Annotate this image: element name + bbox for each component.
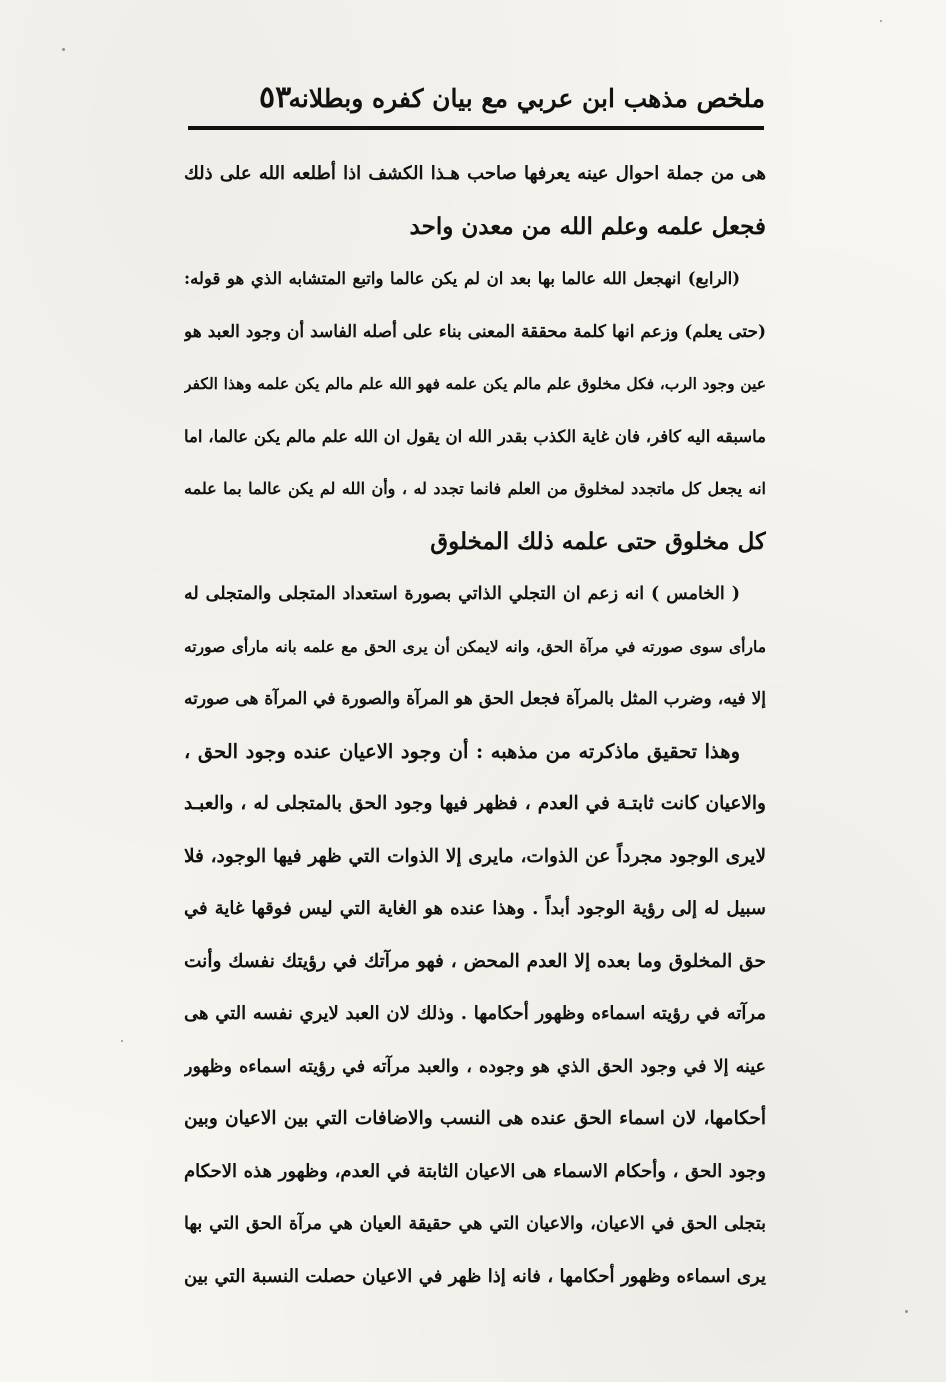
text-line: حق المخلوق وما بعده إلا العدم المحض ، فهو مرآتك في رؤيتك نفسك وأنت (184, 950, 766, 972)
text-line: عين وجود الرب، فكل مخلوق علم مالم يكن علمه فهو الله علم مالم يكن علمه وهذا الكفر (184, 374, 766, 393)
text-line: يرى اسماءه وظهور أحكامها ، فانه إذا ظهر في الاعيان حصلت النسبة التي بين (184, 1265, 766, 1287)
text-line: لايرى الوجود مجرداً عن الذوات، مايرى إلا الذوات التي ظهر فيها الوجود، فلا (184, 845, 766, 867)
text-line: ( الخامس ) انه زعم ان التجلي الذاتي بصورة استعداد المتجلى والمتجلى له (184, 584, 740, 604)
text-line: والاعيان كانت ثابتـة في العدم ، فظهر فيها وجود الحق بالمتجلى له ، والعبـد (184, 793, 766, 814)
text-line: انه يجعل كل ماتجدد لمخلوق من العلم فانما تجدد له ، وأن الله لم يكن عالما بما علمه (184, 479, 766, 498)
scan-speck (905, 1310, 908, 1313)
text-line: ماسبقه اليه كافر، فان غاية الكذب بقدر الله ان يقول ان الله علم مالم يكن عالما، اما (184, 426, 766, 446)
text-line: إلا فيه، وضرب المثل بالمرآة فجعل الحق هو المرآة والصورة في المرآة هى صورته (184, 689, 766, 709)
scan-speck (880, 20, 882, 22)
text-line: هى من جملة احوال عينه يعرفها صاحب هـذا الكشف اذا أطلعه الله على ذلك (184, 163, 766, 184)
body-text (184, 148, 766, 1303)
text-line: وجود الحق ، وأحكام الاسماء هى الاعيان الثابتة في العدم، وظهور هذه الاحكام (184, 1160, 766, 1182)
text-line: بتجلى الحق في الاعيان، والاعيان التي هي حقيقة العيان هي مرآة الحق التي بها (184, 1214, 766, 1234)
text-line: وهذا تحقيق ماذكرته من مذهبه : أن وجود الاعيان عنده وجود الحق ، (184, 739, 740, 763)
running-title: ملخص مذهب ابن عربي مع بيان كفره وبطلانه (288, 84, 765, 113)
text-line: كل مخلوق حتى علمه ذلك المخلوق (430, 527, 766, 555)
text-line: عينه إلا في وجود الحق الذي هو وجوده ، والعبد مرآته في رؤيته اسماءه وظهور (184, 1056, 766, 1077)
header-rule (188, 126, 764, 130)
text-line: سبيل له إلى رؤية الوجود أبداً . وهذا عنده هو الغاية التي ليس فوقها غاية في (184, 898, 766, 919)
text-line: (حتى يعلم) وزعم انها كلمة محققة المعنى بناء على أصله الفاسد أن وجود العبد هو (184, 321, 766, 342)
text-line: فجعل علمه وعلم الله من معدن واحد (409, 212, 766, 240)
scan-speck (121, 1040, 123, 1042)
text-line: مارأى سوى صورته في مرآة الحق، وانه لايمكن أن يرى الحق مع علمه بانه مارأى صورته (184, 636, 766, 656)
scan-speck (62, 48, 65, 51)
page-header (185, 78, 765, 126)
text-line: مرآته في رؤيته اسماءه وظهور أحكامها . وذلك لان العبد لايري نفسه التي هى (184, 1003, 766, 1024)
text-line: أحكامها، لان اسماء الحق عنده هى النسب والاضافات التي بين الاعيان وبين (184, 1108, 766, 1129)
page-number: ٥٣ (259, 80, 292, 115)
text-line: (الرابع) انهجعل الله عالما بها بعد ان لم يكن عالما واتبع المتشابه الذي هو قوله: (184, 269, 740, 288)
